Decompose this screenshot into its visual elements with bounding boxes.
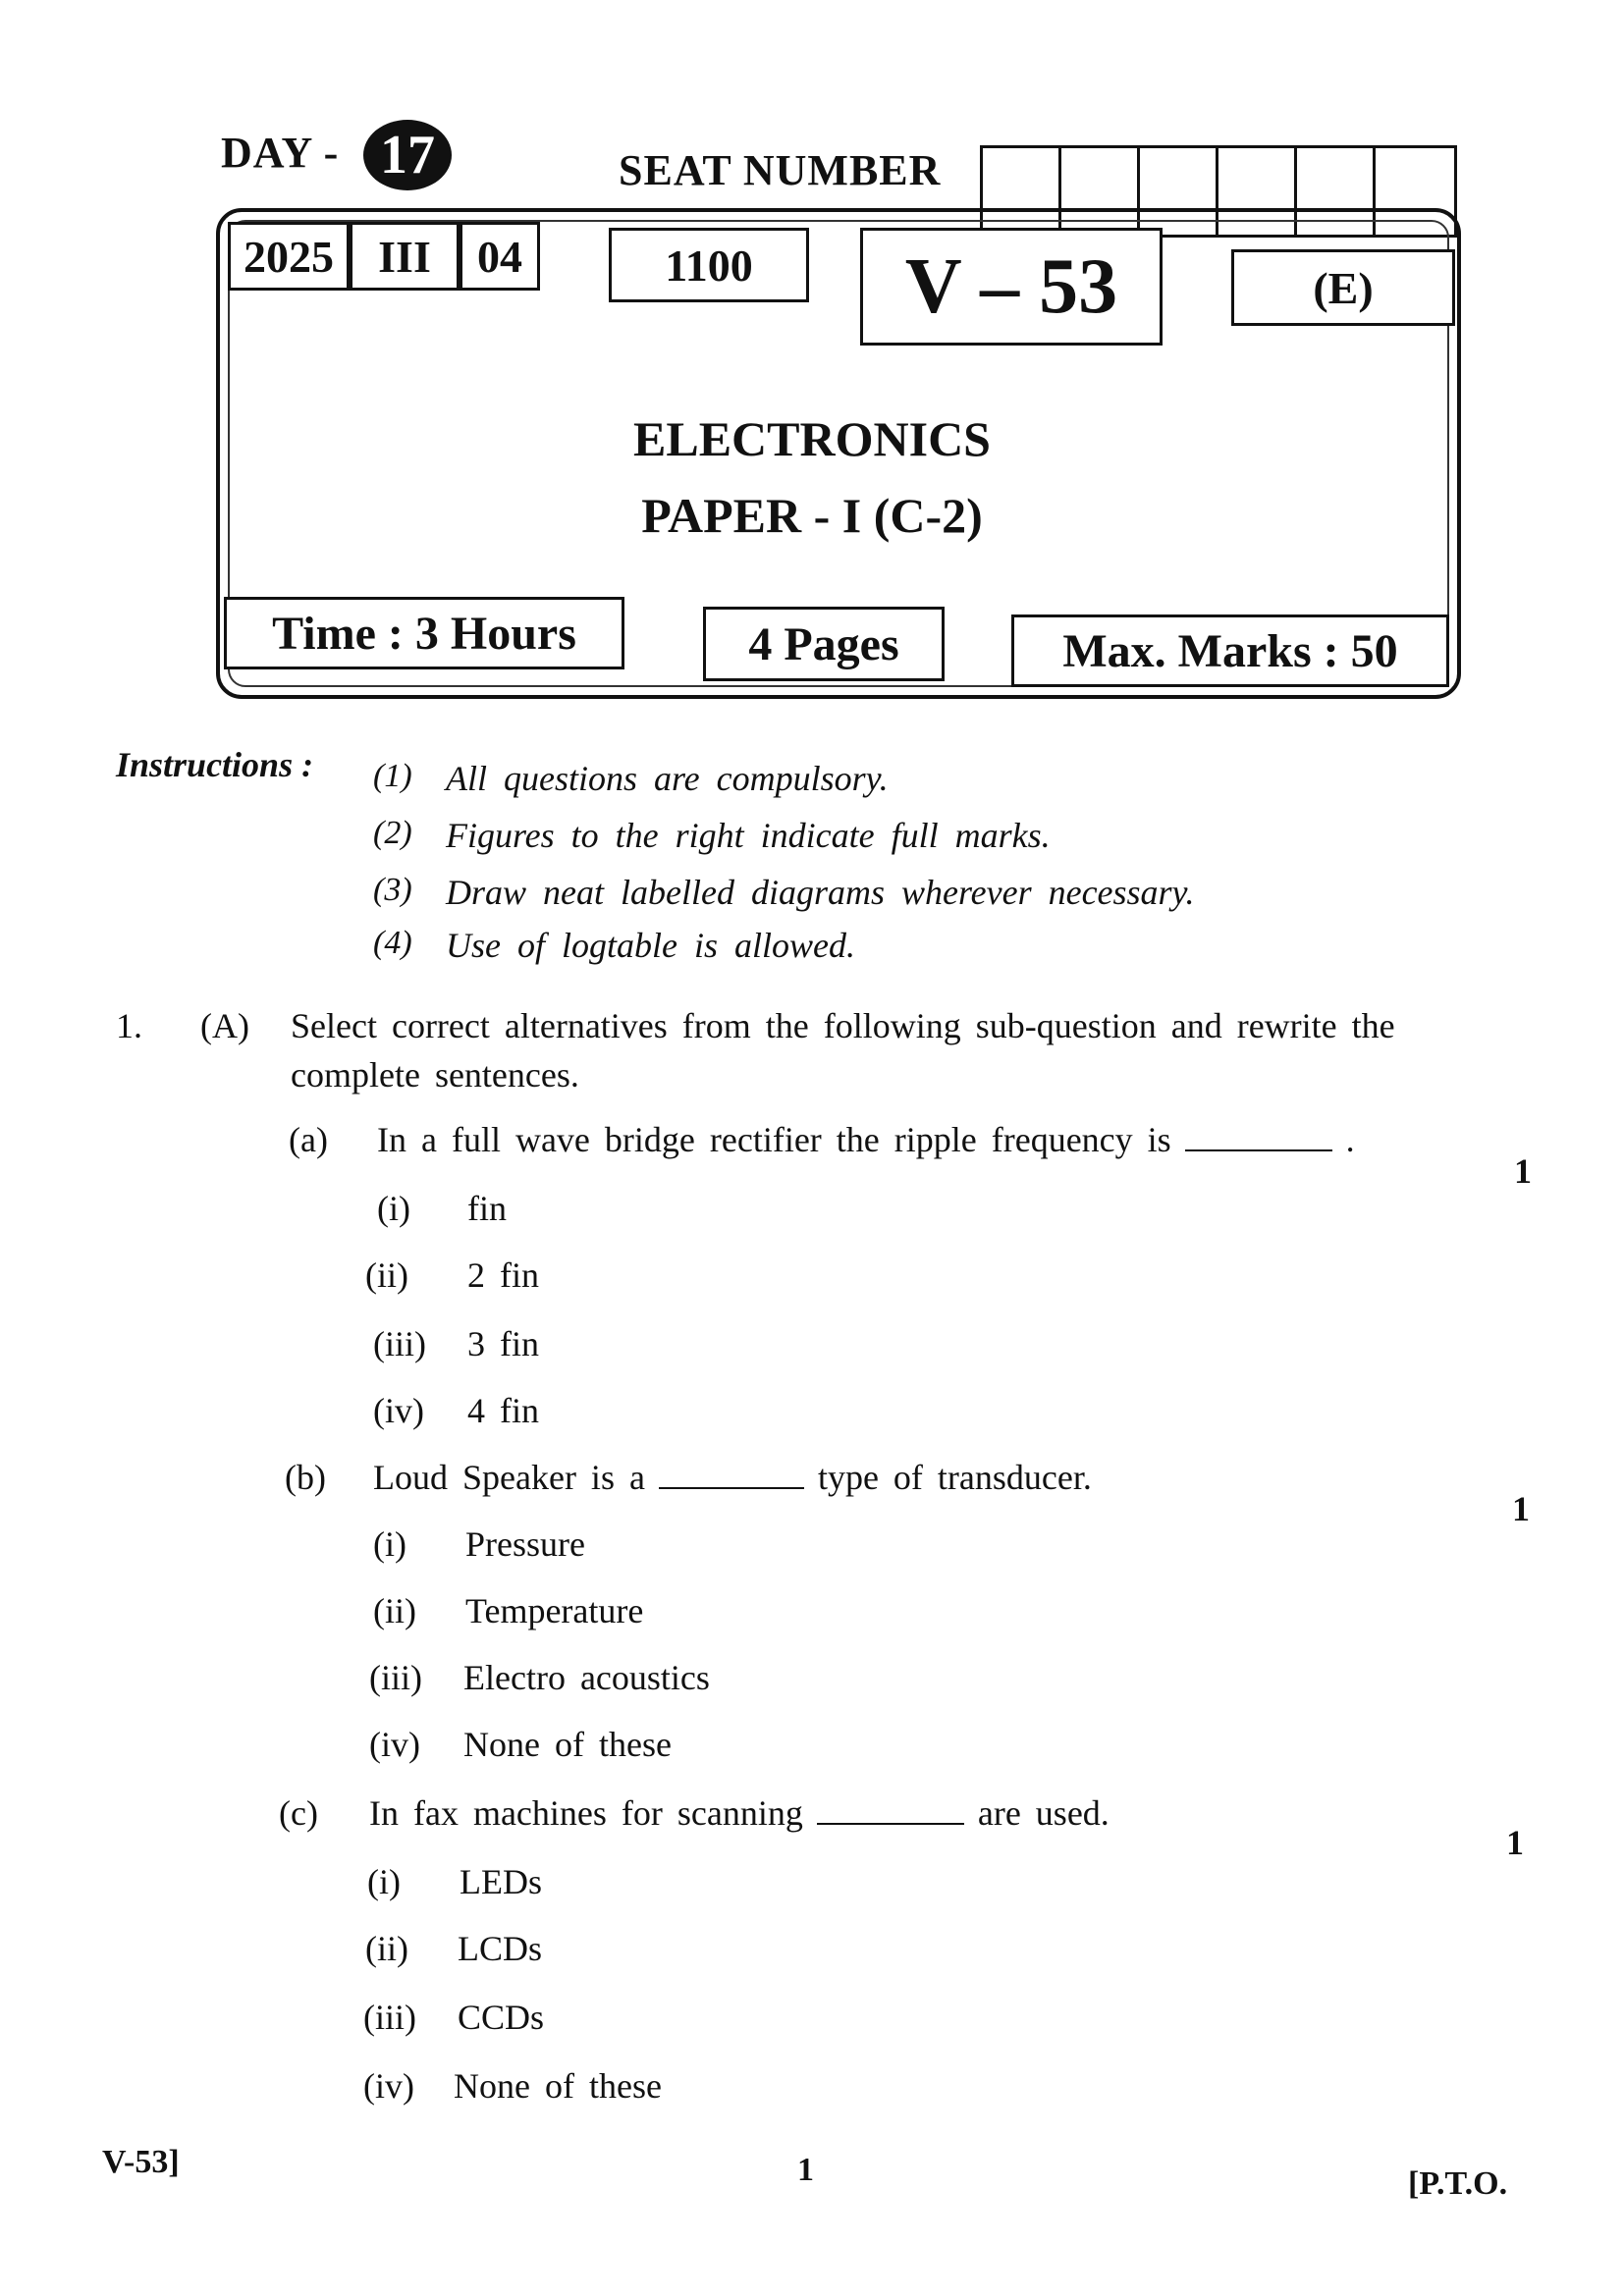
option-number: (iv)	[373, 1391, 424, 1430]
sub-question-text	[369, 1792, 1110, 1834]
time-code: 1100	[609, 228, 809, 302]
question-number: 1.	[116, 1006, 142, 1045]
option-text: 2 fin	[467, 1255, 539, 1295]
option-text: LEDs	[460, 1862, 542, 1901]
sub-question-text	[373, 1457, 1092, 1498]
instruction-text: Use of logtable is allowed.	[446, 926, 855, 965]
footer-paper-code: V-53]	[102, 2144, 180, 2180]
instruction-number: (3)	[373, 872, 412, 908]
option-text: Pressure	[465, 1524, 585, 1564]
option-number: (iv)	[369, 1725, 420, 1764]
answer-blank	[817, 1823, 964, 1825]
subject-title: ELECTRONICS	[633, 411, 991, 466]
question-text-line1: Select correct alternatives from the following sub-question and rewrite the	[291, 1006, 1395, 1045]
option-text: 3 fin	[467, 1324, 539, 1363]
instruction-number: (4)	[373, 925, 412, 961]
please-turn-over: [P.T.O.	[1408, 2165, 1508, 2202]
option-number: (iii)	[369, 1658, 422, 1697]
instruction-number: (1)	[373, 758, 412, 794]
answer-blank	[1185, 1149, 1332, 1151]
medium-code: (E)	[1231, 249, 1455, 326]
option-number: (iv)	[363, 2066, 414, 2106]
option-text: None of these	[463, 1725, 672, 1764]
year-code: 2025	[228, 222, 350, 291]
sub-question-text-before: In a full wave bridge rectifier the ripple frequency is	[377, 1120, 1171, 1159]
option-text: 4 fin	[467, 1391, 539, 1430]
option-text: LCDs	[458, 1929, 543, 1968]
paper-code: V – 53	[860, 228, 1163, 346]
sub-question-text-after: .	[1345, 1120, 1355, 1159]
sub-question-text-after: type of transducer.	[817, 1458, 1092, 1497]
marks-value: 1	[1514, 1151, 1532, 1191]
marks-value: 1	[1506, 1823, 1524, 1862]
option-number: (ii)	[365, 1255, 408, 1295]
option-text: Temperature	[465, 1591, 644, 1630]
option-text: fin	[467, 1189, 507, 1228]
instruction-number: (2)	[373, 815, 412, 851]
page-count: 4 Pages	[703, 607, 945, 681]
instruction-text: Figures to the right indicate full marks.	[446, 816, 1051, 855]
instructions-label: Instructions :	[116, 745, 314, 784]
option-text: Electro acoustics	[463, 1658, 710, 1697]
sub-question-text-after: are used.	[977, 1793, 1110, 1833]
paper-title: PAPER - I (C-2)	[641, 488, 983, 543]
answer-blank	[659, 1487, 804, 1489]
option-number: (iii)	[363, 1998, 416, 2037]
instruction-text: Draw neat labelled diagrams wherever necessary.	[446, 873, 1195, 912]
page-number: 1	[797, 2152, 814, 2188]
month-code: 04	[460, 222, 540, 291]
sub-question-label: (c)	[279, 1793, 318, 1833]
option-number: (i)	[367, 1862, 401, 1901]
sub-question-label: (b)	[285, 1458, 326, 1497]
option-text: None of these	[454, 2066, 662, 2106]
sub-question-label: (a)	[289, 1120, 328, 1159]
day-number-badge: 17	[363, 120, 452, 190]
option-text: CCDs	[458, 1998, 545, 2037]
sub-question-text-before: Loud Speaker is a	[373, 1458, 645, 1497]
instruction-text: All questions are compulsory.	[446, 759, 889, 798]
question-part: (A)	[200, 1006, 249, 1045]
marks-value: 1	[1512, 1489, 1530, 1528]
session-code: III	[350, 222, 460, 291]
option-number: (i)	[377, 1189, 410, 1228]
time-duration: Time : 3 Hours	[224, 597, 624, 669]
option-number: (ii)	[365, 1929, 408, 1968]
seat-number-label: SEAT NUMBER	[619, 146, 942, 194]
sub-question-text	[377, 1119, 1355, 1160]
option-number: (iii)	[373, 1324, 426, 1363]
sub-question-text-before: In fax machines for scanning	[369, 1793, 803, 1833]
max-marks: Max. Marks : 50	[1011, 614, 1449, 687]
option-number: (i)	[373, 1524, 406, 1564]
question-text-line2: complete sentences.	[291, 1055, 579, 1095]
option-number: (ii)	[373, 1591, 416, 1630]
day-label: DAY -	[221, 129, 340, 177]
